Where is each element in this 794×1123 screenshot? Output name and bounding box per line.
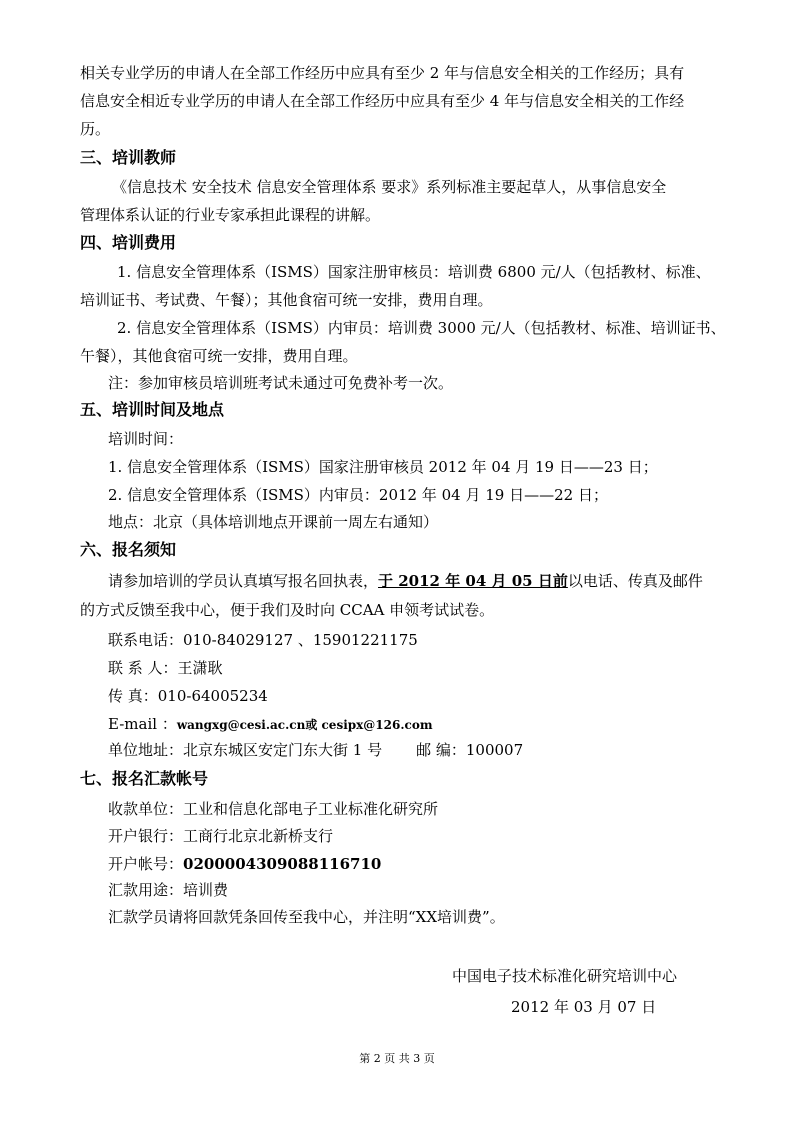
- postcode-text: 邮 编：100007: [416, 741, 524, 759]
- payee-text: 收款单位：工业和信息化部电子工业标准化研究所: [108, 800, 439, 818]
- email-value: wangxg@cesi.ac.cn或 cesipx@126.com: [176, 718, 433, 732]
- address-text: 单位地址：北京东城区安定门东大街 1 号: [108, 741, 383, 759]
- account-number: 0200004309088116710: [183, 855, 382, 873]
- email-label: E-mail ：: [108, 715, 177, 733]
- body-text: 《信息技术 安全技术 信息安全管理体系 要求》系列标准主要起草人，从事信息安全: [112, 178, 667, 196]
- list-item-text: 培训证书、考试费、午餐）；其他食宿可统一安排，费用自理。: [80, 291, 493, 309]
- section-heading: 五、培训时间及地点: [80, 400, 225, 419]
- body-text: 的方式反馈至我中心，便于我们及时向 CCAA 申领考试试卷。: [80, 601, 495, 619]
- body-text: 历。: [80, 120, 111, 138]
- deadline-text: 于 2012 年 04 月 05 日前: [378, 572, 568, 590]
- body-text: 管理体系认证的行业专家承担此课程的讲解。: [80, 206, 381, 224]
- section-heading: 四、培训费用: [80, 233, 177, 252]
- contact-fax: 传 真：010-64005234: [108, 687, 268, 705]
- body-text: 信息安全相近专业学历的申请人在全部工作经历中应具有至少 4 年与信息安全相关的工作经: [80, 92, 685, 110]
- account-text: [108, 854, 381, 874]
- body-text: 培训时间：: [108, 430, 184, 448]
- body-text: 以电话、传真及邮件: [567, 572, 703, 590]
- note-text: 注：参加审核员培训班考试未通过可免费补考一次。: [108, 374, 454, 392]
- signature-org: 中国电子技术标准化研究培训中心: [452, 967, 678, 985]
- body-text: [108, 571, 703, 591]
- list-item-text: 1. 信息安全管理体系（ISMS）国家注册审核员 2012 年 04 月 19 日——23 日；: [108, 458, 658, 476]
- remark-text: 汇款学员请将回款凭条回传至我中心，并注明“XX培训费”。: [108, 908, 505, 926]
- body-text: 请参加培训的学员认真填写报名回执表，: [108, 572, 379, 590]
- section-heading: 七、报名汇款帐号: [80, 769, 209, 788]
- section-heading: 三、培训教师: [80, 148, 177, 167]
- section-heading: 六、报名须知: [80, 540, 177, 559]
- body-text: 地点：北京（具体培训地点开课前一周左右通知）: [108, 513, 439, 531]
- contact-address: [108, 740, 523, 760]
- contact-person: 联 系 人：王潇耿: [108, 659, 223, 677]
- list-item-text: 2. 信息安全管理体系（ISMS）内审员：2012 年 04 月 19 日——22 日；: [108, 486, 608, 504]
- purpose-text: 汇款用途：培训费: [108, 881, 229, 899]
- body-text: 相关专业学历的申请人在全部工作经历中应具有至少 2 年与信息安全相关的工作经历；具有: [80, 64, 685, 82]
- signature-date: 2012 年 03 月 07 日: [511, 998, 657, 1016]
- contact-phone: 联系电话：010-84029127 、15901221175: [108, 631, 418, 649]
- contact-email: [108, 714, 433, 735]
- bank-text: 开户银行：工商行北京北新桥支行: [108, 827, 334, 845]
- list-item-text: 1. 信息安全管理体系（ISMS）国家注册审核员：培训费 6800 元/人（包括教材、标准、: [117, 263, 711, 281]
- page-number: 第 2 页 共 3 页: [359, 1052, 435, 1065]
- list-item-text: 2. 信息安全管理体系（ISMS）内审员：培训费 3000 元/人（包括教材、标准、培训证书、: [117, 319, 726, 337]
- account-label: 开户帐号：: [108, 855, 184, 873]
- list-item-text: 午餐），其他食宿可统一安排，费用自理。: [80, 347, 358, 365]
